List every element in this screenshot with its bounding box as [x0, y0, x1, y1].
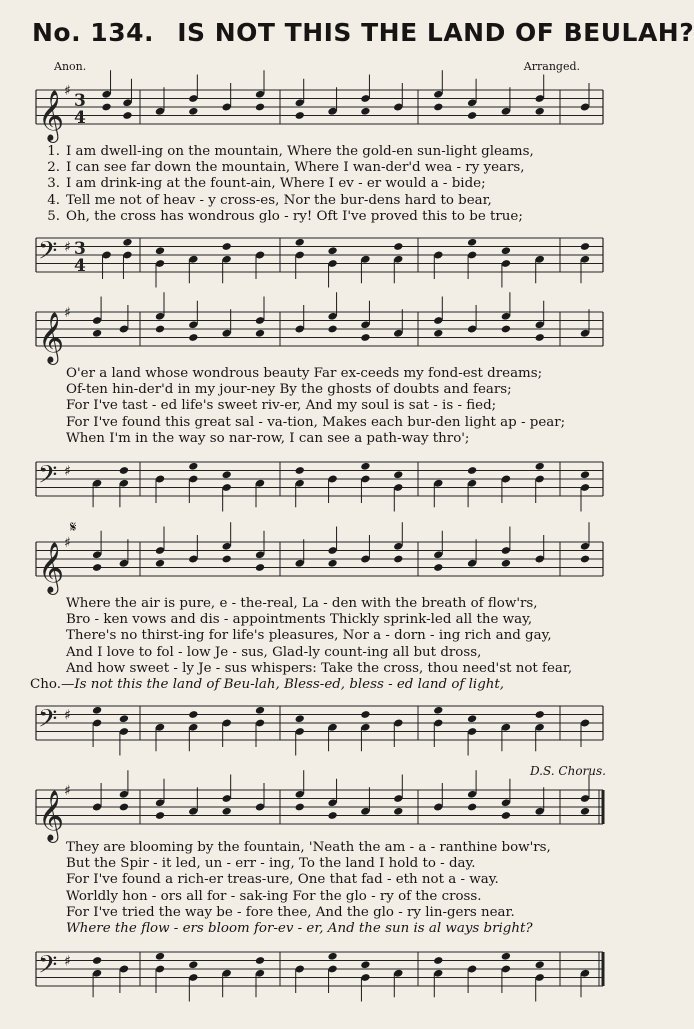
bass-clef-icon: 𝄢: [38, 950, 58, 986]
lyric-line: When I'm in the way so nar-row, I can see a path-way thro';: [66, 430, 470, 446]
lyric-line: O'er a land whose wondrous beauty Far ex-ceeds my fond-est dreams;: [66, 366, 543, 381]
hymn-number: No. 134.: [32, 18, 154, 47]
key-sharp-icon: ♯: [64, 535, 71, 551]
verse-lyrics: [30, 596, 614, 693]
lyric-line: For I've found this great sal - va-tion, Makes each bur-den light ap - pear;: [66, 414, 566, 430]
lyric-line: Of-ten hin-der'd in my jour-ney By the ghosts of doubts and fears;: [66, 382, 512, 398]
words-credit: Anon.: [54, 60, 87, 73]
treble-clef-icon: 𝄞: [38, 542, 65, 593]
key-sharp-icon: ♯: [64, 783, 71, 799]
key-sharp-icon: ♯: [64, 239, 71, 256]
time-signature-top: 3: [74, 91, 86, 111]
lyric-line: 1. I am dwell-ing on the mountain, Where the gold-en sun-light gleams,: [47, 144, 534, 159]
lyric-line: For I've found a rich-er treas-ure, One that fad - eth not a - way.: [66, 872, 499, 888]
bass-staff: [0, 450, 640, 520]
lyric-line: 2. I can see far down the mountain, Where I wan-der'd wea - ry years,: [47, 160, 525, 176]
verse-lyrics: [34, 366, 614, 447]
lyric-line: Where the air is pure, e - the-real, La - den with the breath of flow'rs,: [66, 596, 538, 611]
chorus-label: Cho.—: [30, 677, 75, 693]
hymn-title: [32, 18, 694, 47]
lyric-line: But the Spir - it led, un - err - ing, To the land I hold to - day.: [66, 856, 476, 872]
hymn-name: IS NOT THIS THE LAND OF BEULAH?: [177, 18, 694, 47]
ds-chorus-label: D.S. Chorus.: [529, 764, 606, 778]
bass-staff: [0, 226, 640, 296]
lyric-line: 4. Tell me not of heav - y cross-es, Nor the bur-dens hard to bear,: [47, 192, 492, 208]
bass-clef-icon: 𝄢: [38, 236, 58, 272]
key-sharp-icon: ♯: [64, 953, 71, 970]
bass-staff: [0, 940, 640, 1010]
verse-lyrics: [34, 144, 614, 225]
treble-clef-icon: 𝄞: [38, 790, 65, 841]
verse-lyrics: [34, 840, 614, 937]
lyric-line: And I love to fol - low Je - sus, Glad-ly count-ing all but dross,: [66, 644, 482, 660]
lyric-line: For I've tast - ed life's sweet riv-er, And my soul is sat - is - fied;: [66, 398, 497, 414]
music-system-2: [0, 300, 640, 510]
treble-staff: [0, 300, 640, 370]
lyric-line: They are blooming by the fountain, 'Neath the am - a - ranthine bow'rs,: [66, 840, 551, 855]
music-system-4: [0, 764, 640, 1024]
lyric-line: And how sweet - ly Je - sus whispers: Take the cross, thou need'st not fear,: [66, 660, 573, 676]
chorus-lyric-line: Where the flow - ers bloom for-ev - er, And the sun is al ways bright?: [66, 921, 533, 937]
treble-staff: [0, 78, 640, 148]
music-system-1: [0, 78, 640, 288]
key-sharp-icon: ♯: [64, 463, 71, 480]
bass-staff: [0, 694, 640, 764]
time-signature-bottom: 4: [74, 256, 86, 276]
treble-staff: [0, 530, 640, 600]
lyric-line: Bro - ken vows and dis - appointments Thickly sprink-led all the way,: [66, 612, 533, 628]
time-signature-bottom: 4: [74, 108, 86, 128]
treble-staff: [0, 778, 640, 848]
music-credit: Arranged.: [523, 60, 580, 73]
bass-clef-icon: 𝄢: [38, 460, 58, 496]
key-sharp-icon: ♯: [64, 707, 71, 724]
lyric-line: There's no thirst-ing for life's pleasures, Nor a - dorn - ing rich and gay,: [66, 628, 552, 644]
lyric-line: 5. Oh, the cross has wondrous glo - ry! Oft I've proved this to be true;: [47, 208, 523, 224]
lyric-line: 3. I am drink-ing at the fount-ain, Where I ev - er would a - bide;: [47, 176, 486, 192]
chorus-lyric-line: Cho.—Is not this the land of Beu-lah, Bless-ed, bless - ed land of light,: [30, 677, 505, 693]
lyric-line: For I've tried the way be - fore thee, And the glo - ry lin-gers near.: [66, 904, 515, 920]
bass-clef-icon: 𝄢: [38, 704, 58, 740]
key-sharp-icon: ♯: [64, 83, 71, 99]
music-system-3: [0, 518, 640, 762]
segno-mark: 𝄋: [70, 518, 77, 536]
time-signature-top: 3: [74, 239, 86, 259]
lyric-line: Worldly hon - ors all for - sak-ing For the glo - ry of the cross.: [66, 888, 482, 904]
key-sharp-icon: ♯: [64, 305, 71, 321]
treble-clef-icon: 𝄞: [38, 312, 65, 363]
treble-clef-icon: 𝄞: [38, 90, 65, 141]
